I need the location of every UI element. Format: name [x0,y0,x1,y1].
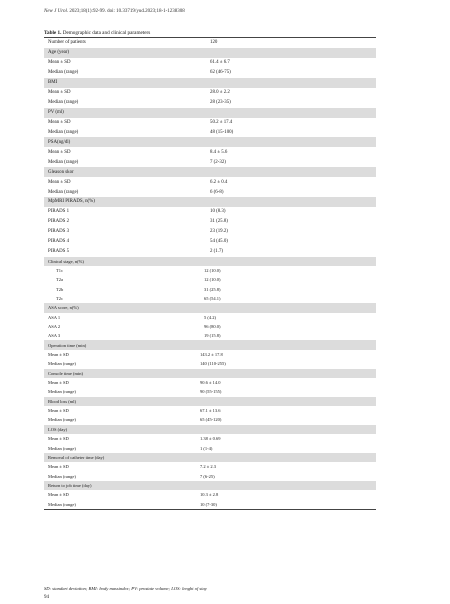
row-label: T2b [56,286,64,292]
table-row [44,313,376,322]
table-row [44,471,376,480]
row-label: Mean ± SD [48,179,71,185]
row-value: 5 (4.2) [204,314,216,320]
table-section-stage-asa [44,257,376,341]
row-label: PV (ml) [48,110,64,116]
row-label: Mean ± SD [48,119,71,125]
table-row [44,217,376,227]
row-label: ASA score, n(%) [48,305,79,311]
row-value: 54 (45.0) [210,239,228,245]
table-row [44,285,376,294]
row-value: 120 [210,40,218,46]
row-label: Mean ± SD [48,464,69,470]
row-value: 7.2 ± 2.3 [200,464,216,470]
row-value: 31 (25.8) [204,286,221,292]
row-label: PIRADS 3 [48,229,70,235]
row-label: MpMRI PIRADS, n(%) [48,199,95,205]
row-value: 140 (110-255) [200,361,226,367]
row-value: 28 (23-35) [210,100,231,106]
table-row [44,48,376,58]
row-label: Removal of catheter time (day) [48,454,105,460]
row-label: ASA 3 [48,333,61,339]
table-row [44,415,376,424]
row-label: PIRADS 2 [48,219,70,225]
table-row [44,227,376,237]
table-row [44,78,376,88]
table-row [44,108,376,118]
row-value: 7 (6-25) [200,473,215,479]
row-label: Number of patients [48,40,86,46]
row-label: Median (range) [48,501,76,507]
row-label: Mean ± SD [48,380,69,386]
table-row [44,257,376,266]
table-row [44,157,376,167]
table-row [44,38,376,48]
running-header [44,9,185,14]
table-row [44,397,376,406]
page-number: 94 [44,595,49,600]
table-caption-text: Demographic data and clinical parameters [61,30,151,36]
table-row [44,68,376,78]
row-label: Median (range) [48,389,76,395]
table-row [44,294,376,303]
row-label: Mean ± SD [48,149,71,155]
row-label: Gleason skor [48,169,74,175]
journal-name: New J Urol. [44,9,69,14]
table-row [44,434,376,443]
row-value: 65 (54.1) [204,296,221,302]
table-row [44,462,376,471]
row-value: 6 (6-8) [210,189,224,195]
row-label: Median (range) [48,129,79,135]
table-row [44,481,376,490]
row-label: ASA 1 [48,314,61,320]
demographics-table [44,37,376,510]
table-row [44,127,376,137]
row-label: Mean ± SD [48,351,69,357]
row-label: T2a [56,277,63,283]
row-value: 96 (80.0) [204,323,221,329]
table-row [44,425,376,434]
table-row [44,118,376,128]
table-row [44,177,376,187]
row-value: 10.3 ± 2.8 [200,492,219,498]
table-row [44,197,376,207]
table-row [44,490,376,499]
table-row [44,275,376,284]
table-row [44,331,376,340]
row-label: Clinical stage, n(%) [48,258,84,264]
table-row [44,443,376,452]
row-label: LOS (day) [48,426,68,432]
table-row [44,322,376,331]
table-row [44,137,376,147]
row-label: Mean ± SD [48,492,69,498]
table-row [44,378,376,387]
row-value: 61.4 ± 6.7 [210,60,230,66]
table-section-demographics [44,38,376,257]
row-label: Median (range) [48,100,79,106]
row-value: 65 (45-120) [200,417,222,423]
row-label: Blood loss (ml) [48,398,77,404]
row-label: Mean ± SD [48,60,71,66]
row-value: 2 (1.7) [210,249,224,255]
row-label: Age (year) [48,50,70,56]
table-row [44,406,376,415]
table-row [44,58,376,68]
row-value: 8.4 ± 5.6 [210,149,228,155]
row-value: 10 (8.3) [210,209,226,215]
row-label: Median (range) [48,189,79,195]
citation: 2023;18(1):92-99. doi: 10.33719/yud.2023;18-1-1238308 [68,9,185,14]
table-caption [44,30,150,36]
table-row [44,187,376,197]
table-row [44,359,376,368]
row-value: 50.2 ± 17.4 [210,119,233,125]
table-row [44,247,376,257]
row-label: BMI [48,80,58,86]
row-value: 90 (55-155) [200,389,222,395]
row-label: Mean ± SD [48,408,69,414]
row-label: Console time (min) [48,370,83,376]
row-label: Median (range) [48,361,76,367]
table-row [44,387,376,396]
table-row [44,167,376,177]
table-row [44,369,376,378]
row-label: Return to job time (day) [48,483,92,488]
row-value: 31 (25.8) [210,219,228,225]
table-row [44,88,376,98]
table-section-operative [44,340,376,508]
row-value: 143.2 ± 17.8 [200,351,223,357]
table-footnote: SD: standart deviation; BMI: body massindex; PV: prostate volume; LOS: lenght of stay [44,586,207,591]
row-value: 62 (46-75) [210,70,231,76]
row-value: 19 (15.8) [204,333,221,339]
row-value: 67.1 ± 13.6 [200,408,221,414]
table-row [44,350,376,359]
row-label: Median (range) [48,159,79,165]
row-label: Median (range) [48,445,76,451]
row-value: 23 (19.2) [210,229,228,235]
row-label: Median (range) [48,70,79,76]
table-row [44,147,376,157]
table-row [44,237,376,247]
row-label: Median (range) [48,473,76,479]
table-row [44,340,376,349]
row-value: 1.38 ± 0.69 [200,436,221,442]
row-label: T1c [56,268,63,274]
row-value: 12 (10.0) [204,277,221,283]
row-label: Median (range) [48,417,76,423]
row-label: ASA 2 [48,323,61,329]
row-label: Mean ± SD [48,90,71,96]
row-label: T2c [56,296,63,302]
table-row [44,303,376,312]
table-row [44,207,376,217]
row-label: PIRADS 4 [48,239,70,245]
row-value: 90.6 ± 14.0 [200,380,221,386]
table-row [44,266,376,275]
row-value: 7 (2-32) [210,159,226,165]
table-row [44,98,376,108]
row-label: PIRADS 1 [48,209,70,215]
row-label: Mean ± SD [48,436,69,442]
row-value: 1 (1-4) [200,445,213,451]
table-row [44,453,376,462]
row-value: 28.0 ± 2.2 [210,90,230,96]
row-label: PIRADS 5 [48,249,70,255]
row-value: 12 (10.0) [204,268,221,274]
row-value: 48 (15-100) [210,129,234,135]
table-label: Table 1. [44,30,62,36]
row-value: 6.2 ± 0.4 [210,179,228,185]
row-label: PSA(ng/dl) [48,139,71,145]
table-row [44,500,376,509]
row-value: 10 (7-30) [200,501,217,507]
row-label: Operation time (min) [48,342,87,348]
